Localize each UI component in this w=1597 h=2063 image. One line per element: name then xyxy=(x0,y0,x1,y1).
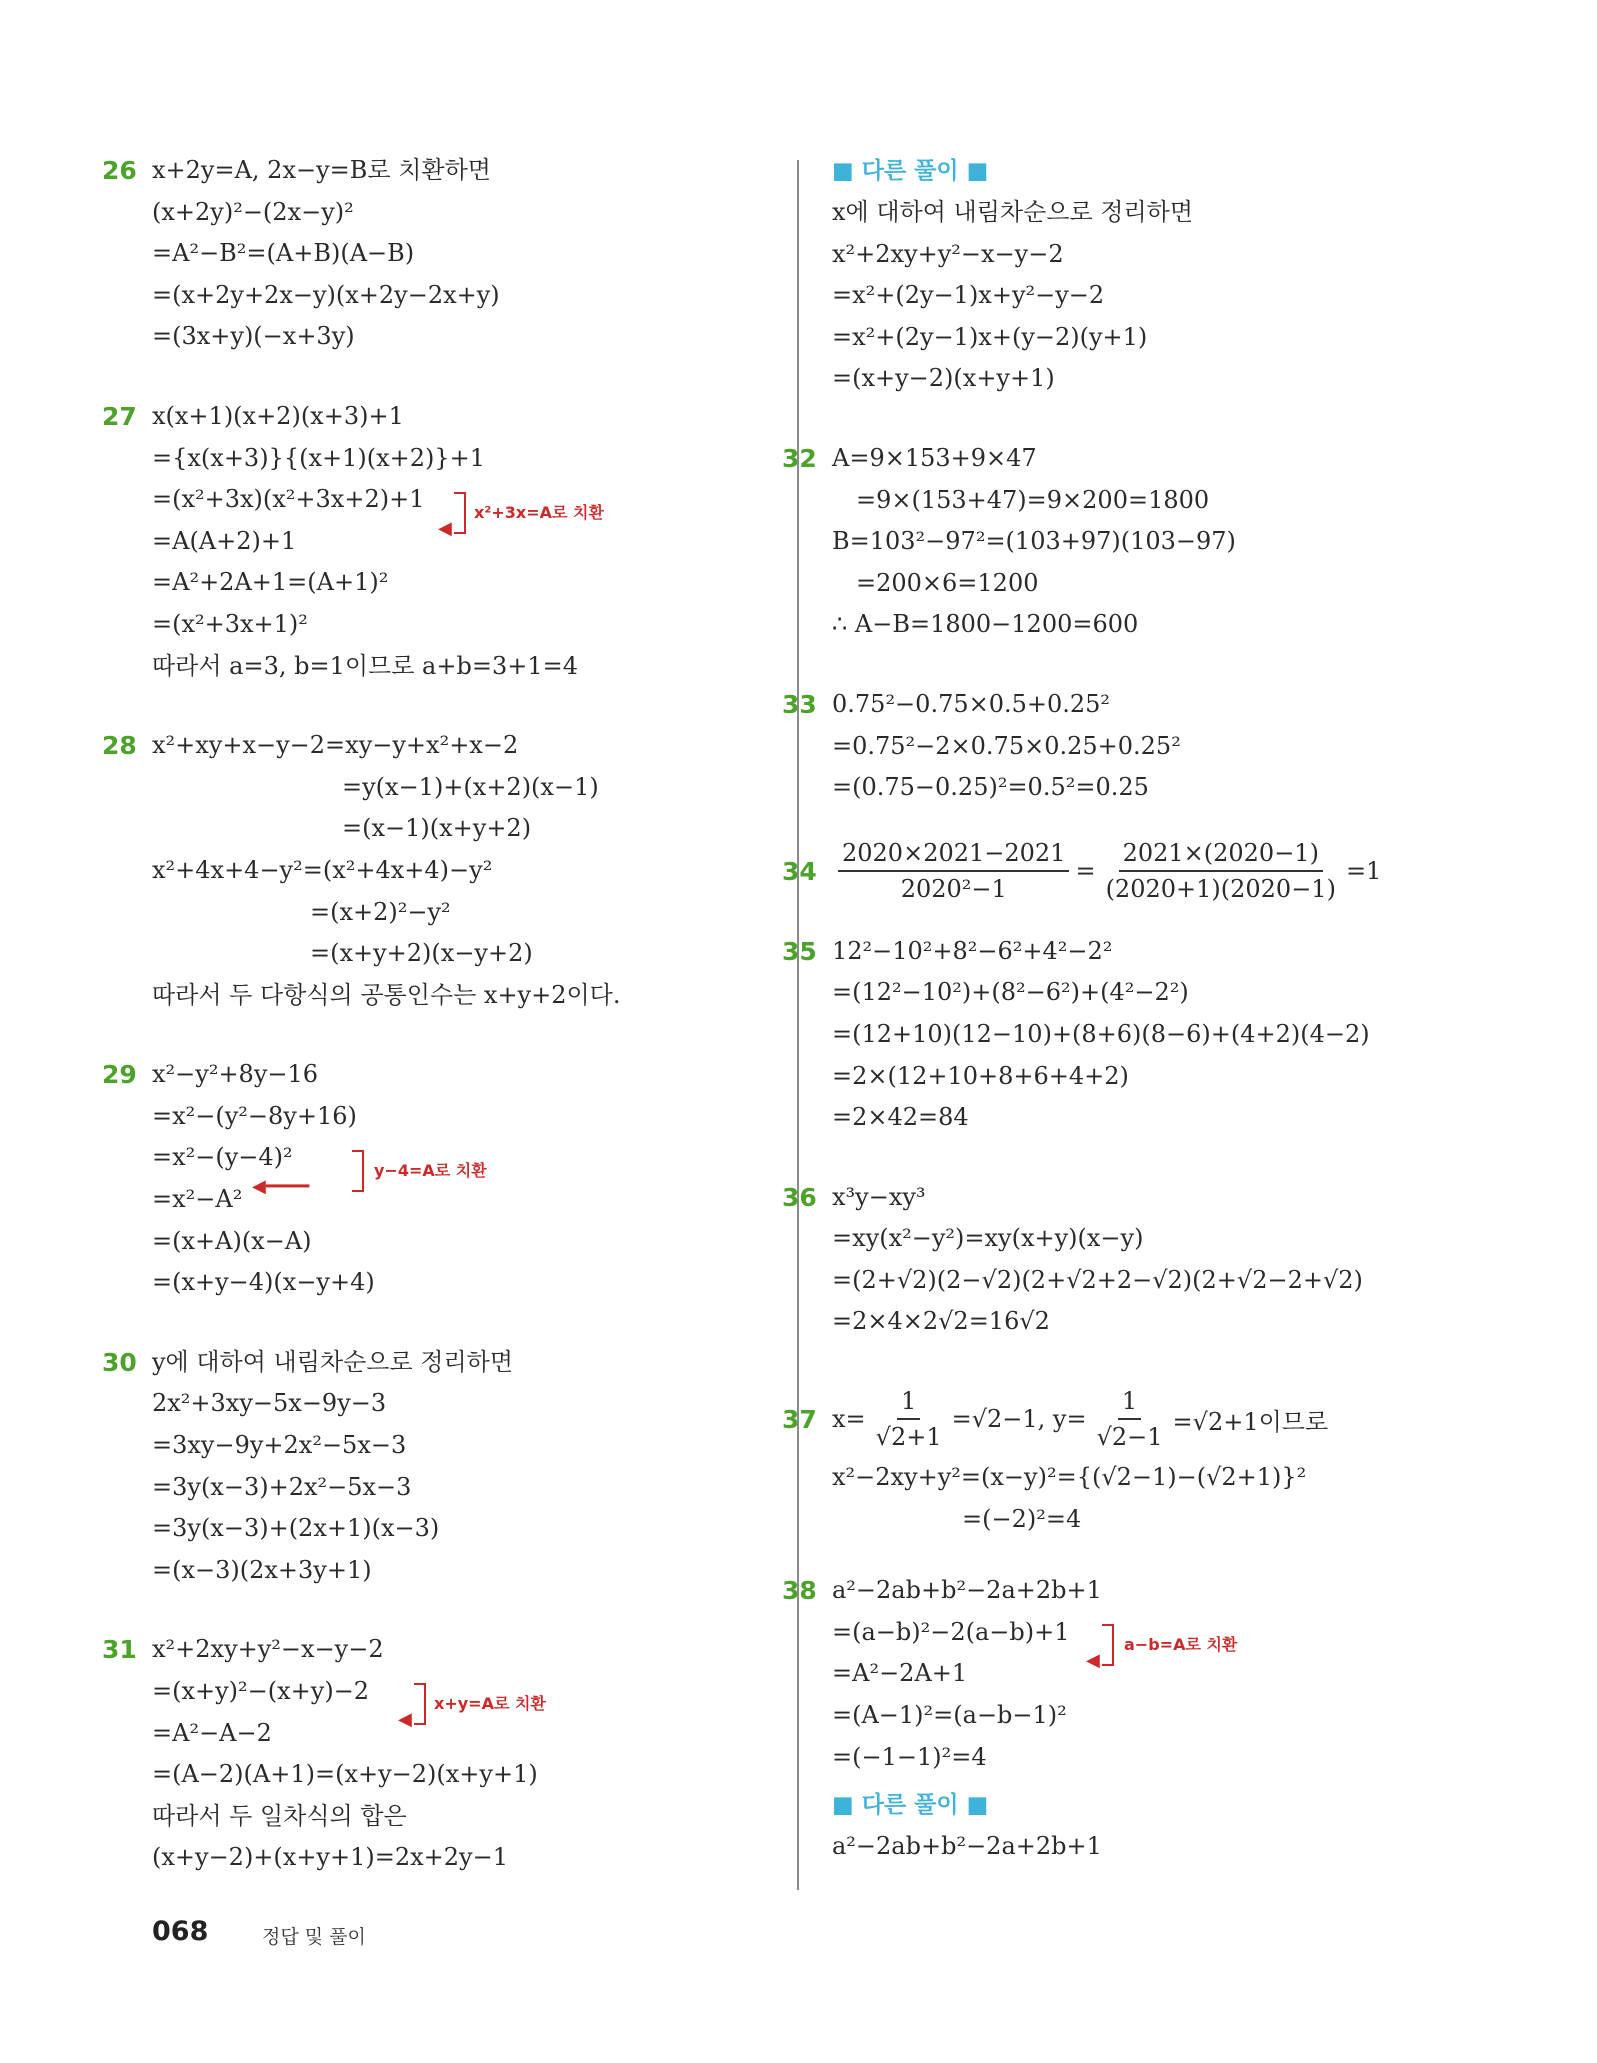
fraction-equation xyxy=(832,1381,1472,1457)
fraction xyxy=(1093,1386,1167,1452)
solution-line: =(x+y+2)(x−y+2) xyxy=(310,939,533,968)
solution-line: =xy(x²−y²)=xy(x+y)(x−y) xyxy=(832,1224,1144,1253)
solution-line: =(−1−1)²=4 xyxy=(832,1742,987,1771)
problem-38 xyxy=(782,1570,1472,1778)
solution-line: x²+2xy+y²−x−y−2 xyxy=(152,1635,384,1664)
numerator: 2021×(2020−1) xyxy=(1119,838,1323,872)
solution-line: =(A−1)²=(a−b−1)² xyxy=(832,1701,1067,1730)
solution-line: =(x−1)(x+y+2) xyxy=(342,814,532,843)
fraction-equation xyxy=(832,833,1472,909)
solution-line: x²+4x+4−y²=(x²+4x+4)−y² xyxy=(152,855,493,884)
solution-line: =9×(153+47)=9×200=1800 xyxy=(856,485,1210,514)
problem-number: 29 xyxy=(102,1060,137,1090)
column-divider xyxy=(797,160,799,1890)
solution-line: ∴ A−B=1800−1200=600 xyxy=(832,610,1139,639)
solution-line: =(x−3)(2x+3y+1) xyxy=(152,1555,372,1584)
solution-line: =(A−2)(A+1)=(x+y−2)(x+y+1) xyxy=(152,1760,538,1789)
arrow-left-icon: ◀ xyxy=(398,1709,412,1731)
problem-35 xyxy=(782,931,1472,1139)
equation-tail: =√2+1이므로 xyxy=(1172,1407,1329,1436)
solution-line: x²+xy+x−y−2=xy−y+x²+x−2 xyxy=(152,731,519,760)
solution-line: =A(A+2)+1 xyxy=(152,526,297,555)
problem-30 xyxy=(102,1342,792,1592)
solution-line: =(x²+3x)(x²+3x+2)+1 xyxy=(152,485,425,514)
denominator: √2−1 xyxy=(1096,1423,1163,1452)
problem-27 xyxy=(102,396,792,687)
solution-line: x²−2xy+y²=(x−y)²={(√2−1)−(√2+1)}² xyxy=(832,1463,1307,1492)
problem-32 xyxy=(782,438,1472,646)
solution-line: =3y(x−3)+(2x+1)(x−3) xyxy=(152,1514,440,1543)
arrow-left-icon: ◀ xyxy=(438,517,452,539)
right-column xyxy=(782,150,1472,1868)
solution-line: x²+2xy+y²−x−y−2 xyxy=(832,239,1064,268)
fraction xyxy=(1102,838,1340,904)
denominator: √2+1 xyxy=(875,1423,942,1452)
solution-line: =(a−b)²−2(a−b)+1 xyxy=(832,1617,1070,1646)
problem-37 xyxy=(782,1381,1472,1540)
alt-solution-title: ■ 다른 풀이 ■ xyxy=(832,158,989,184)
solution-line: =(x+2)²−y² xyxy=(310,897,451,926)
solution-line: 12²−10²+8²−6²+4²−2² xyxy=(832,936,1113,965)
problem-number: 33 xyxy=(782,689,817,719)
solution-line: =x²+(2y−1)x+y²−y−2 xyxy=(832,281,1105,310)
numerator: 1 xyxy=(1118,1386,1141,1420)
problem-33 xyxy=(782,684,1472,809)
problem-26 xyxy=(102,150,792,358)
section-label: 정답 및 풀이 xyxy=(262,1926,366,1948)
solution-line: 따라서 a=3, b=1이므로 a+b=3+1=4 xyxy=(152,651,578,680)
solution-line: y에 대하여 내림차순으로 정리하면 xyxy=(152,1347,514,1376)
problem-number: 34 xyxy=(782,856,817,886)
substitution-bracket xyxy=(1102,1624,1114,1666)
denominator: 2020²−1 xyxy=(900,874,1007,903)
solution-line: =A²+2A+1=(A+1)² xyxy=(152,568,389,597)
substitution-note: x²+3x=A로 치환 xyxy=(474,502,604,522)
solution-line: a²−2ab+b²−2a+2b+1 xyxy=(832,1576,1102,1605)
alternative-solution-38 xyxy=(832,1784,1472,1868)
solution-line: x²−y²+8y−16 xyxy=(152,1060,319,1089)
problem-number: 35 xyxy=(782,936,817,966)
solution-line: 0.75²−0.75×0.5+0.25² xyxy=(832,689,1111,718)
solution-line: B=103²−97²=(103+97)(103−97) xyxy=(832,527,1236,556)
solution-line: =(x+y−2)(x+y+1) xyxy=(832,364,1055,393)
problem-28 xyxy=(102,725,792,1016)
solution-line: =(x+2y+2x−y)(x+2y−2x+y) xyxy=(152,280,500,309)
substitution-note: a−b=A로 치환 xyxy=(1124,1635,1238,1655)
substitution-bracket xyxy=(454,492,466,534)
solution-line: =(3x+y)(−x+3y) xyxy=(152,322,355,351)
equals-sign: = xyxy=(1075,856,1096,885)
left-column xyxy=(102,150,792,1879)
problem-number: 36 xyxy=(782,1182,817,1212)
solution-line: =x²−(y−4)² xyxy=(152,1143,293,1172)
substitution-bracket xyxy=(414,1683,426,1725)
solution-line: =A²−2A+1 xyxy=(832,1659,968,1688)
arrow-left-icon: ◀ xyxy=(1086,1650,1100,1672)
solution-line: =A²−B²=(A+B)(A−B) xyxy=(152,239,415,268)
solution-line: =(x+A)(x−A) xyxy=(152,1226,312,1255)
solution-line: =2×4×2√2=16√2 xyxy=(832,1307,1050,1336)
solution-line: (x+y−2)+(x+y+1)=2x+2y−1 xyxy=(152,1843,508,1872)
solution-line: =200×6=1200 xyxy=(856,568,1039,597)
problem-number: 28 xyxy=(102,731,137,761)
solution-line: 따라서 두 다항식의 공통인수는 x+y+2이다. xyxy=(152,980,621,1009)
substitution-note: x+y=A로 치환 xyxy=(434,1694,546,1714)
problem-number: 31 xyxy=(102,1635,137,1665)
solution-line: ={x(x+3)}{(x+1)(x+2)}+1 xyxy=(152,443,486,472)
problem-34 xyxy=(782,833,1472,909)
problem-number: 27 xyxy=(102,401,137,431)
substitution-note: y−4=A로 치환 xyxy=(374,1161,487,1181)
problem-36 xyxy=(782,1177,1472,1343)
problem-number: 30 xyxy=(102,1347,137,1377)
equation-middle: =√2−1, y= xyxy=(951,1405,1087,1434)
solution-line: x(x+1)(x+2)(x+3)+1 xyxy=(152,401,404,430)
solution-line: =(0.75−0.25)²=0.5²=0.25 xyxy=(832,773,1149,802)
solution-line: =(12+10)(12−10)+(8+6)(8−6)+(4+2)(4−2) xyxy=(832,1019,1370,1048)
x-label: x= xyxy=(832,1405,866,1434)
solution-line: x+2y=A, 2x−y=B로 치환하면 xyxy=(152,156,491,184)
problem-31 xyxy=(102,1629,792,1879)
problem-number: 26 xyxy=(102,156,137,185)
solution-line: =2×42=84 xyxy=(832,1103,969,1132)
solution-line: =x²−A² xyxy=(152,1185,243,1214)
problem-number: 38 xyxy=(782,1576,817,1606)
solution-line: =x²+(2y−1)x+(y−2)(y+1) xyxy=(832,322,1148,351)
solution-line: x에 대하여 내림차순으로 정리하면 xyxy=(832,198,1193,226)
solution-line: =0.75²−2×0.75×0.25+0.25² xyxy=(832,731,1181,760)
solution-line: =(x+y)²−(x+y)−2 xyxy=(152,1677,370,1705)
solution-line: a²−2ab+b²−2a+2b+1 xyxy=(832,1832,1102,1861)
solution-line: 따라서 두 일차식의 합은 xyxy=(152,1801,407,1830)
fraction xyxy=(872,1386,946,1452)
solution-line: =x²−(y²−8y+16) xyxy=(152,1101,357,1130)
numerator: 1 xyxy=(897,1386,920,1420)
solution-line: =2×(12+10+8+6+4+2) xyxy=(832,1061,1129,1090)
problem-number: 37 xyxy=(782,1405,817,1435)
solution-line: =A²−A−2 xyxy=(152,1718,272,1747)
problem-29 xyxy=(102,1054,792,1304)
solution-line: =y(x−1)+(x+2)(x−1) xyxy=(342,772,599,801)
arrow-left-icon: ◀━━━━ xyxy=(252,1176,310,1198)
solution-line: =(2+√2)(2−√2)(2+√2+2−√2)(2+√2−2+√2) xyxy=(832,1265,1363,1294)
denominator: (2020+1)(2020−1) xyxy=(1105,874,1336,903)
result: =1 xyxy=(1345,856,1382,885)
solution-line: =(−2)²=4 xyxy=(962,1504,1082,1533)
alternative-solution-31 xyxy=(832,150,1472,400)
solution-line: =(x+y−4)(x−y+4) xyxy=(152,1268,375,1297)
solution-line: =(12²−10²)+(8²−6²)+(4²−2²) xyxy=(832,978,1189,1007)
solution-line: x³y−xy³ xyxy=(832,1182,926,1211)
numerator: 2020×2021−2021 xyxy=(838,838,1069,872)
solution-line: (x+2y)²−(2x−y)² xyxy=(152,197,354,226)
solution-line: A=9×153+9×47 xyxy=(832,443,1037,472)
solution-line: 2x²+3xy−5x−9y−3 xyxy=(152,1389,387,1418)
fraction xyxy=(838,838,1069,904)
solution-line: =3y(x−3)+2x²−5x−3 xyxy=(152,1472,412,1501)
solution-line: =3xy−9y+2x²−5x−3 xyxy=(152,1431,407,1460)
page-number: 068 xyxy=(152,1916,209,1947)
alt-solution-title: ■ 다른 풀이 ■ xyxy=(832,1792,989,1819)
solution-line: =(x²+3x+1)² xyxy=(152,609,308,638)
problem-number: 32 xyxy=(782,443,817,473)
